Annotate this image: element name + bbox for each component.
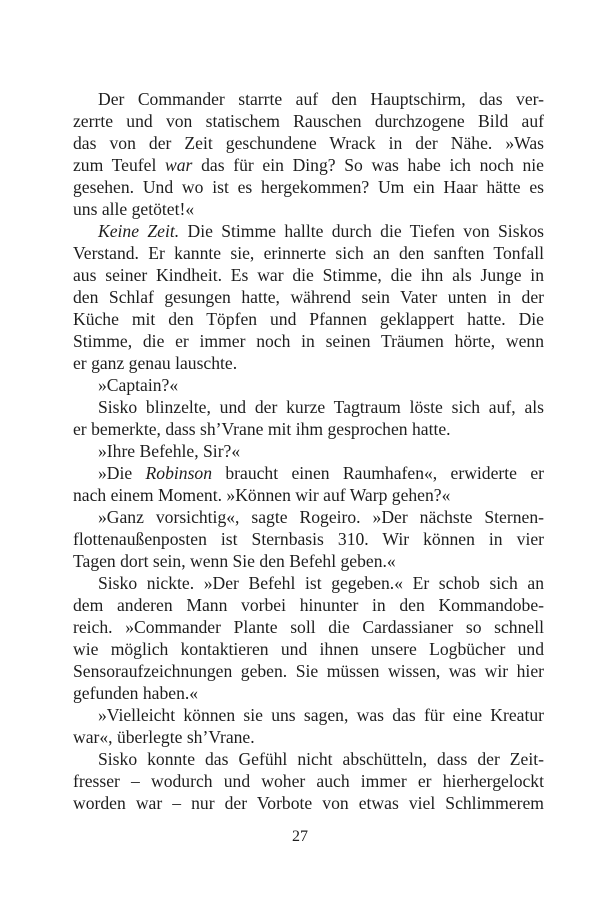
text-line: Sisko nickte. »Der Befehl ist gegeben.« Er schob sich an [98,573,544,593]
paragraph [73,88,544,220]
paragraph [73,572,544,704]
text-line: er ganz genau lauschte. [73,353,238,373]
text-line: dem anderen Mann vorbei hinunter in den Kommandobe- [73,595,544,615]
italic-text: Robinson [145,463,213,483]
text-line: worden war – nur der Vorbote von etwas viel Schlimmerem [73,793,544,813]
text-line: nach einem Moment. »Können wir auf Warp gehen?« [73,485,451,505]
paragraph [73,220,544,374]
text-line: Tagen dort sein, wenn Sie den Befehl geben.« [73,551,396,571]
text-line: zum Teufel war das für ein Ding? So was habe ich noch nie [73,155,544,175]
text-line: flottenaußenposten ist Sternbasis 310. Wir können in vier [73,529,544,549]
text-line: »Ihre Befehle, Sir?« [98,441,241,461]
text-line: gefunden haben.« [73,683,199,703]
italic-text: Keine Zeit. [98,221,180,241]
text-line: »Ganz vorsichtig«, sagte Rogeiro. »Der nächste Sternen- [98,507,544,527]
paragraph [73,506,544,572]
text-line: Sensoraufzeichnungen geben. Sie müssen wissen, was wir hier [73,661,544,681]
text-line: Küche mit den Töpfen und Pfannen geklappert hatte. Die [73,309,544,329]
text-line: Verstand. Er kannte sie, erinnerte sich an den sanften Tonfall [73,243,544,263]
text-line: er bemerkte, dass sh’Vrane mit ihm gesprochen hatte. [73,419,451,439]
text-line: fresser – wodurch und woher auch immer er hierhergelockt [73,771,544,791]
text-line: Sisko blinzelte, und der kurze Tagtraum löste sich auf, als [98,397,544,417]
text-line: »Captain?« [98,375,179,395]
text-line: gesehen. Und wo ist es hergekommen? Um ein Haar hätte es [73,177,544,197]
book-page-text [73,88,544,814]
paragraph [73,440,544,462]
paragraph [73,462,544,506]
text-line: reich. »Commander Plante soll die Cardassianer so schnell [73,617,544,637]
text-line: den Schlaf gesungen hatte, während sein Vater unten in der [73,287,544,307]
text-line: Sisko konnte das Gefühl nicht abschütteln, dass der Zeit- [98,749,544,769]
text-line: »Vielleicht können sie uns sagen, was das für eine Kreatur [98,705,544,725]
text-line: uns alle getötet!« [73,199,195,219]
text-line: das von der Zeit geschundene Wrack in der Nähe. »Was [73,133,544,153]
paragraph [73,748,544,814]
text-line: wie möglich kontaktieren und ihnen unsere Logbücher und [73,639,544,659]
text-line: Der Commander starrte auf den Hauptschirm, das ver- [98,89,544,109]
page-number: 27 [292,828,308,845]
text-line: Keine Zeit. Die Stimme hallte durch die Tiefen von Siskos [98,221,544,241]
text-line: war«, überlegte sh’Vrane. [73,727,255,747]
paragraph [73,396,544,440]
italic-text: war [165,155,193,175]
text-line: zerrte und von statischem Rauschen durchzogene Bild auf [73,111,544,131]
text-line: aus seiner Kindheit. Es war die Stimme, die ihn als Junge in [73,265,544,285]
text-line: »Die Robinson braucht einen Raumhafen«, erwiderte er [98,463,544,483]
text-line: Stimme, die er immer noch in seinen Träumen hörte, wenn [73,331,544,351]
paragraph [73,704,544,748]
paragraph [73,374,544,396]
